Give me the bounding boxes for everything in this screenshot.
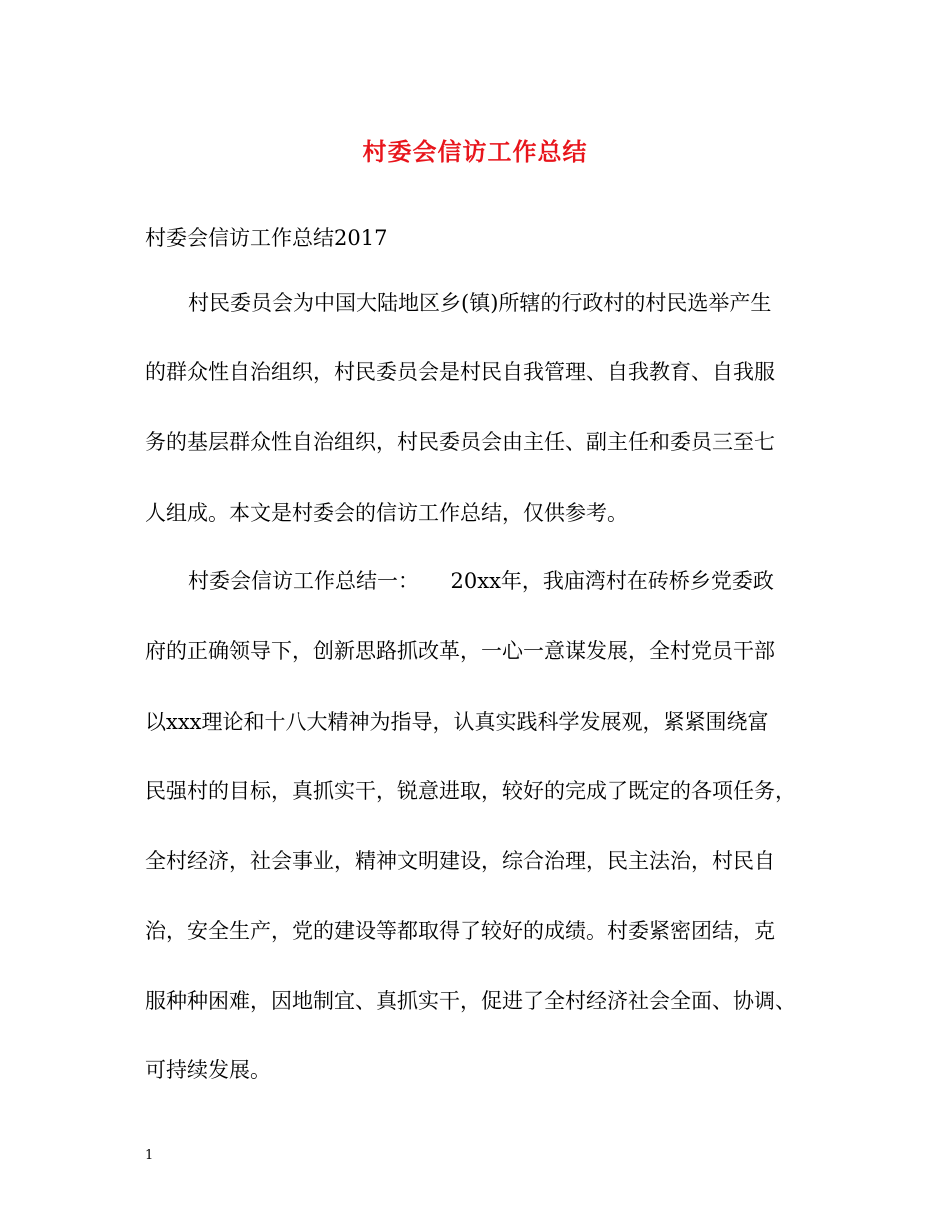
paragraph-line: 治，安全生产，党的建设等都取得了较好的成绩。村委紧密团结，克 [145, 919, 775, 943]
paragraph-line: 民强村的目标，真抓实干，锐意进取，较好的完成了既定的各项任务， [145, 779, 796, 803]
paragraph-line: 府的正确领导下，创新思路抓改革，一心一意谋发展，全村党员干部 [145, 639, 775, 663]
paragraph-line: 人组成。本文是村委会的信访工作总结，仅供参考。 [145, 501, 628, 525]
document-title: 村委会信访工作总结 [362, 137, 588, 166]
paragraph-line: 村委会信访工作总结一： 20xx年，我庙湾村在砖桥乡党委政 [188, 569, 774, 593]
paragraph-line: 以xxx理论和十八大精神为指导，认真实践科学发展观，紧紧围绕富 [145, 710, 769, 734]
paragraph-line: 村民委员会为中国大陆地区乡(镇)所辖的行政村的村民选举产生 [188, 291, 772, 315]
paragraph-line: 的群众性自治组织，村民委员会是村民自我管理、自我教育、自我服 [145, 360, 775, 384]
paragraph-line: 全村经济，社会事业，精神文明建设，综合治理，民主法治，村民自 [145, 849, 775, 873]
page-number: 1 [145, 1148, 154, 1163]
document-subtitle: 村委会信访工作总结2017 [145, 226, 388, 250]
paragraph-line: 务的基层群众性自治组织，村民委员会由主任、副主任和委员三至七 [145, 430, 775, 454]
paragraph-line: 可持续发展。 [145, 1058, 271, 1082]
paragraph-line: 服种种困难，因地制宜、真抓实干，促进了全村经济社会全面、协调、 [145, 989, 796, 1013]
